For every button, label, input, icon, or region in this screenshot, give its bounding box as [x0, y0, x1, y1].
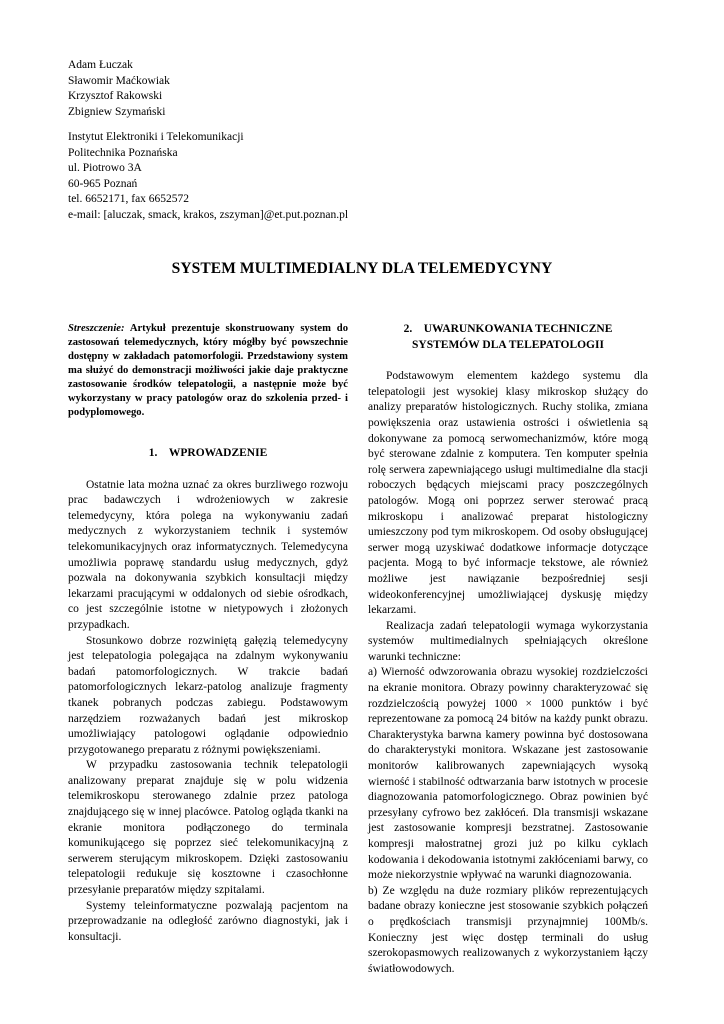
left-column: [68, 322, 348, 945]
author-name: Adam Łuczak: [68, 59, 133, 71]
paper-title: SYSTEM MULTIMEDIALNY DLA TELEMEDYCYNY: [171, 260, 553, 277]
postal-city: 60-965 Poznań: [68, 177, 138, 190]
section-2-heading-line1: 2. UWARUNKOWANIA TECHNICZNE: [403, 323, 613, 335]
section-1-heading: 1. WPROWADZENIE: [148, 447, 268, 459]
paragraph: Podstawowym elementem każdego systemu dla telepatologii jest wysokiej klasy mikroskop służący do analizy preparatów histologicznych. Ruchy stolika, zmiana powiększenia oraz ustawienia ostrości i oświetlenia są dokonywane za pomocą serwomechanizmów, które mogą być sterowane zdalnie z komputera. Ten komputer spełnia rolę serwera zapewniającego usługi multimedialne dla stacji roboczych będących miejscami pracy poszczególnych patologów. Mogą oni poprzez serwer sterować pracą mikroskopu i analizować preparat histologiczny umieszczony pod tym mikroskopem. Od osoby obsługującej serwer mogą uzyskiwać dodatkowe informacje dotyczące pacjenta. Mogą to być informacje tekstowe, ale również możliwe jest nawiązanie bezpośredniej sesji wideokonferencyjnej umożliwiającej dyskusję między lekarzami.: [368, 370, 648, 617]
abstract: [68, 322, 348, 420]
paragraph: Ostatnie lata można uznać za okres burzliwego rozwoju prac badawczych i wdrożeniowych w zakresie telemedycyny, która polega na wykonywaniu zadań medycznych z wykorzystaniem technik i systemów telekomunikacyjnych oraz informatycznych. Telemedycyna umożliwia poprawę standardu usług medycznych, gdyż pozwala na dokonywania szybkich konsultacji między lekarzami pracującymi w oddalonych od siebie ośrodkach, co jest szczególnie istotne w nietypowych i złożonych przypadkach.: [68, 478, 348, 631]
author-list: [68, 58, 170, 120]
author-name: Krzysztof Rakowski: [68, 90, 163, 103]
paragraph: W przypadku zastosowania technik telepatologii analizowany preparat znajduje się w polu widzenia telemikroskopu sterowanego zdalnie przez patologa znajdującego się w innej placówce. Patolog ogląda tkanki na ekranie monitora podłączonego do terminala komunikującego się poprzez sieć telekomunikacyjną z serwerem sterującym mikroskopem. Dzięki zastosowaniu telepatologii redukuje się kosztowne i czasochłonne przesyłanie preparatów między szpitalami.: [68, 759, 348, 897]
paragraph: Stosunkowo dobrze rozwiniętą gałęzią telemedycyny jest telepatologia polegająca na zdalnym wykonywaniu badań patomorfologicznych. W trakcie badań patomorfologicznych lekarz-patolog analizuje fragmenty tkanek pobranych podczas zabiegu. Podstawowym narzędziem rozważanych badań jest mikroskop umożliwiający patologowi oglądanie odpowiednio przygotowanego preparatu z różnymi powiększeniami.: [68, 634, 348, 756]
list-item: b) Ze względu na duże rozmiary plików reprezentujących badane obrazy konieczne jest stosowanie szybkich połączeń o prędkościach transmisji przynajmniej 100Mb/s. Konieczny jest więc dostęp terminali do usług szerokopasmowych realizowanych z wykorzystaniem łączy światłowodowych.: [368, 884, 648, 975]
abstract-label: Streszczenie:: [68, 323, 125, 334]
email-address: e-mail: [aluczak, smack, krakos, zszyman]@et.put.poznan.pl: [68, 208, 349, 221]
author-name: Sławomir Maćkowiak: [68, 74, 170, 87]
author-name: Zbigniew Szymański: [68, 105, 166, 118]
abstract-text: Artykuł prezentuje skonstruowany system do zastosowań telemedycznych, który mógłby być powszechnie dostępny w zakładach patomorfologii. Przedstawiony system ma służyć do demonstracji możliwości jakie daje praktyczne zastosowanie środków telepatologii, a następnie może być wykorzystany w pracy patologów oraz do szkolenia przed- i podyplomowego.: [68, 323, 348, 418]
paragraph: Realizacja zadań telepatologii wymaga wykorzystania systemów multimedialnych spełniających określone warunki techniczne:: [368, 619, 648, 663]
street-address: ul. Piotrowo 3A: [68, 162, 142, 175]
list-item: a) Wierność odwzorowania obrazu wysokiej rozdzielczości na ekranie monitora. Obrazy powinny charakteryzować się rozdzielczością powyżej 1000 × 1000 punktów i być reprezentowane za pomocą 24 bitów na każdy punkt obrazu. Charakterystyka barwna kamery powinna być dostosowana do charakterystyki monitora. Wskazane jest zastosowanie monitorów kalibrowanych zapewniających wysoką wierność i stabilność odtwarzania barw istotnych w procesie diagnozowania patomorfologicznego. Obraz powinien być przesyłany cyfrowo bez zakłóceń. Dla transmisji wskazane jest zastosowanie kompresji bezstratnej. Zastosowanie kompresji małostratnej grozi już po kilku cyklach kodowania i dekodowania istotnymi zakłóceniami barwy, co może niekorzystnie wpływać na warunki diagnozowania.: [368, 666, 648, 882]
phone-fax: tel. 6652171, fax 6652572: [68, 193, 190, 206]
section-2-heading-line2: SYSTEMÓW DLA TELEPATOLOGII: [412, 338, 604, 351]
university-name: Politechnika Poznańska: [68, 146, 178, 159]
affiliation-block: [68, 130, 348, 224]
paragraph: Systemy teleinformatyczne pozwalają pacjentom na przeprowadzanie na odległość zarówno diagnostyki, jak i konsultacji.: [68, 899, 348, 943]
right-column: [368, 322, 648, 977]
institute-name: Instytut Elektroniki i Telekomunikacji: [68, 131, 244, 143]
